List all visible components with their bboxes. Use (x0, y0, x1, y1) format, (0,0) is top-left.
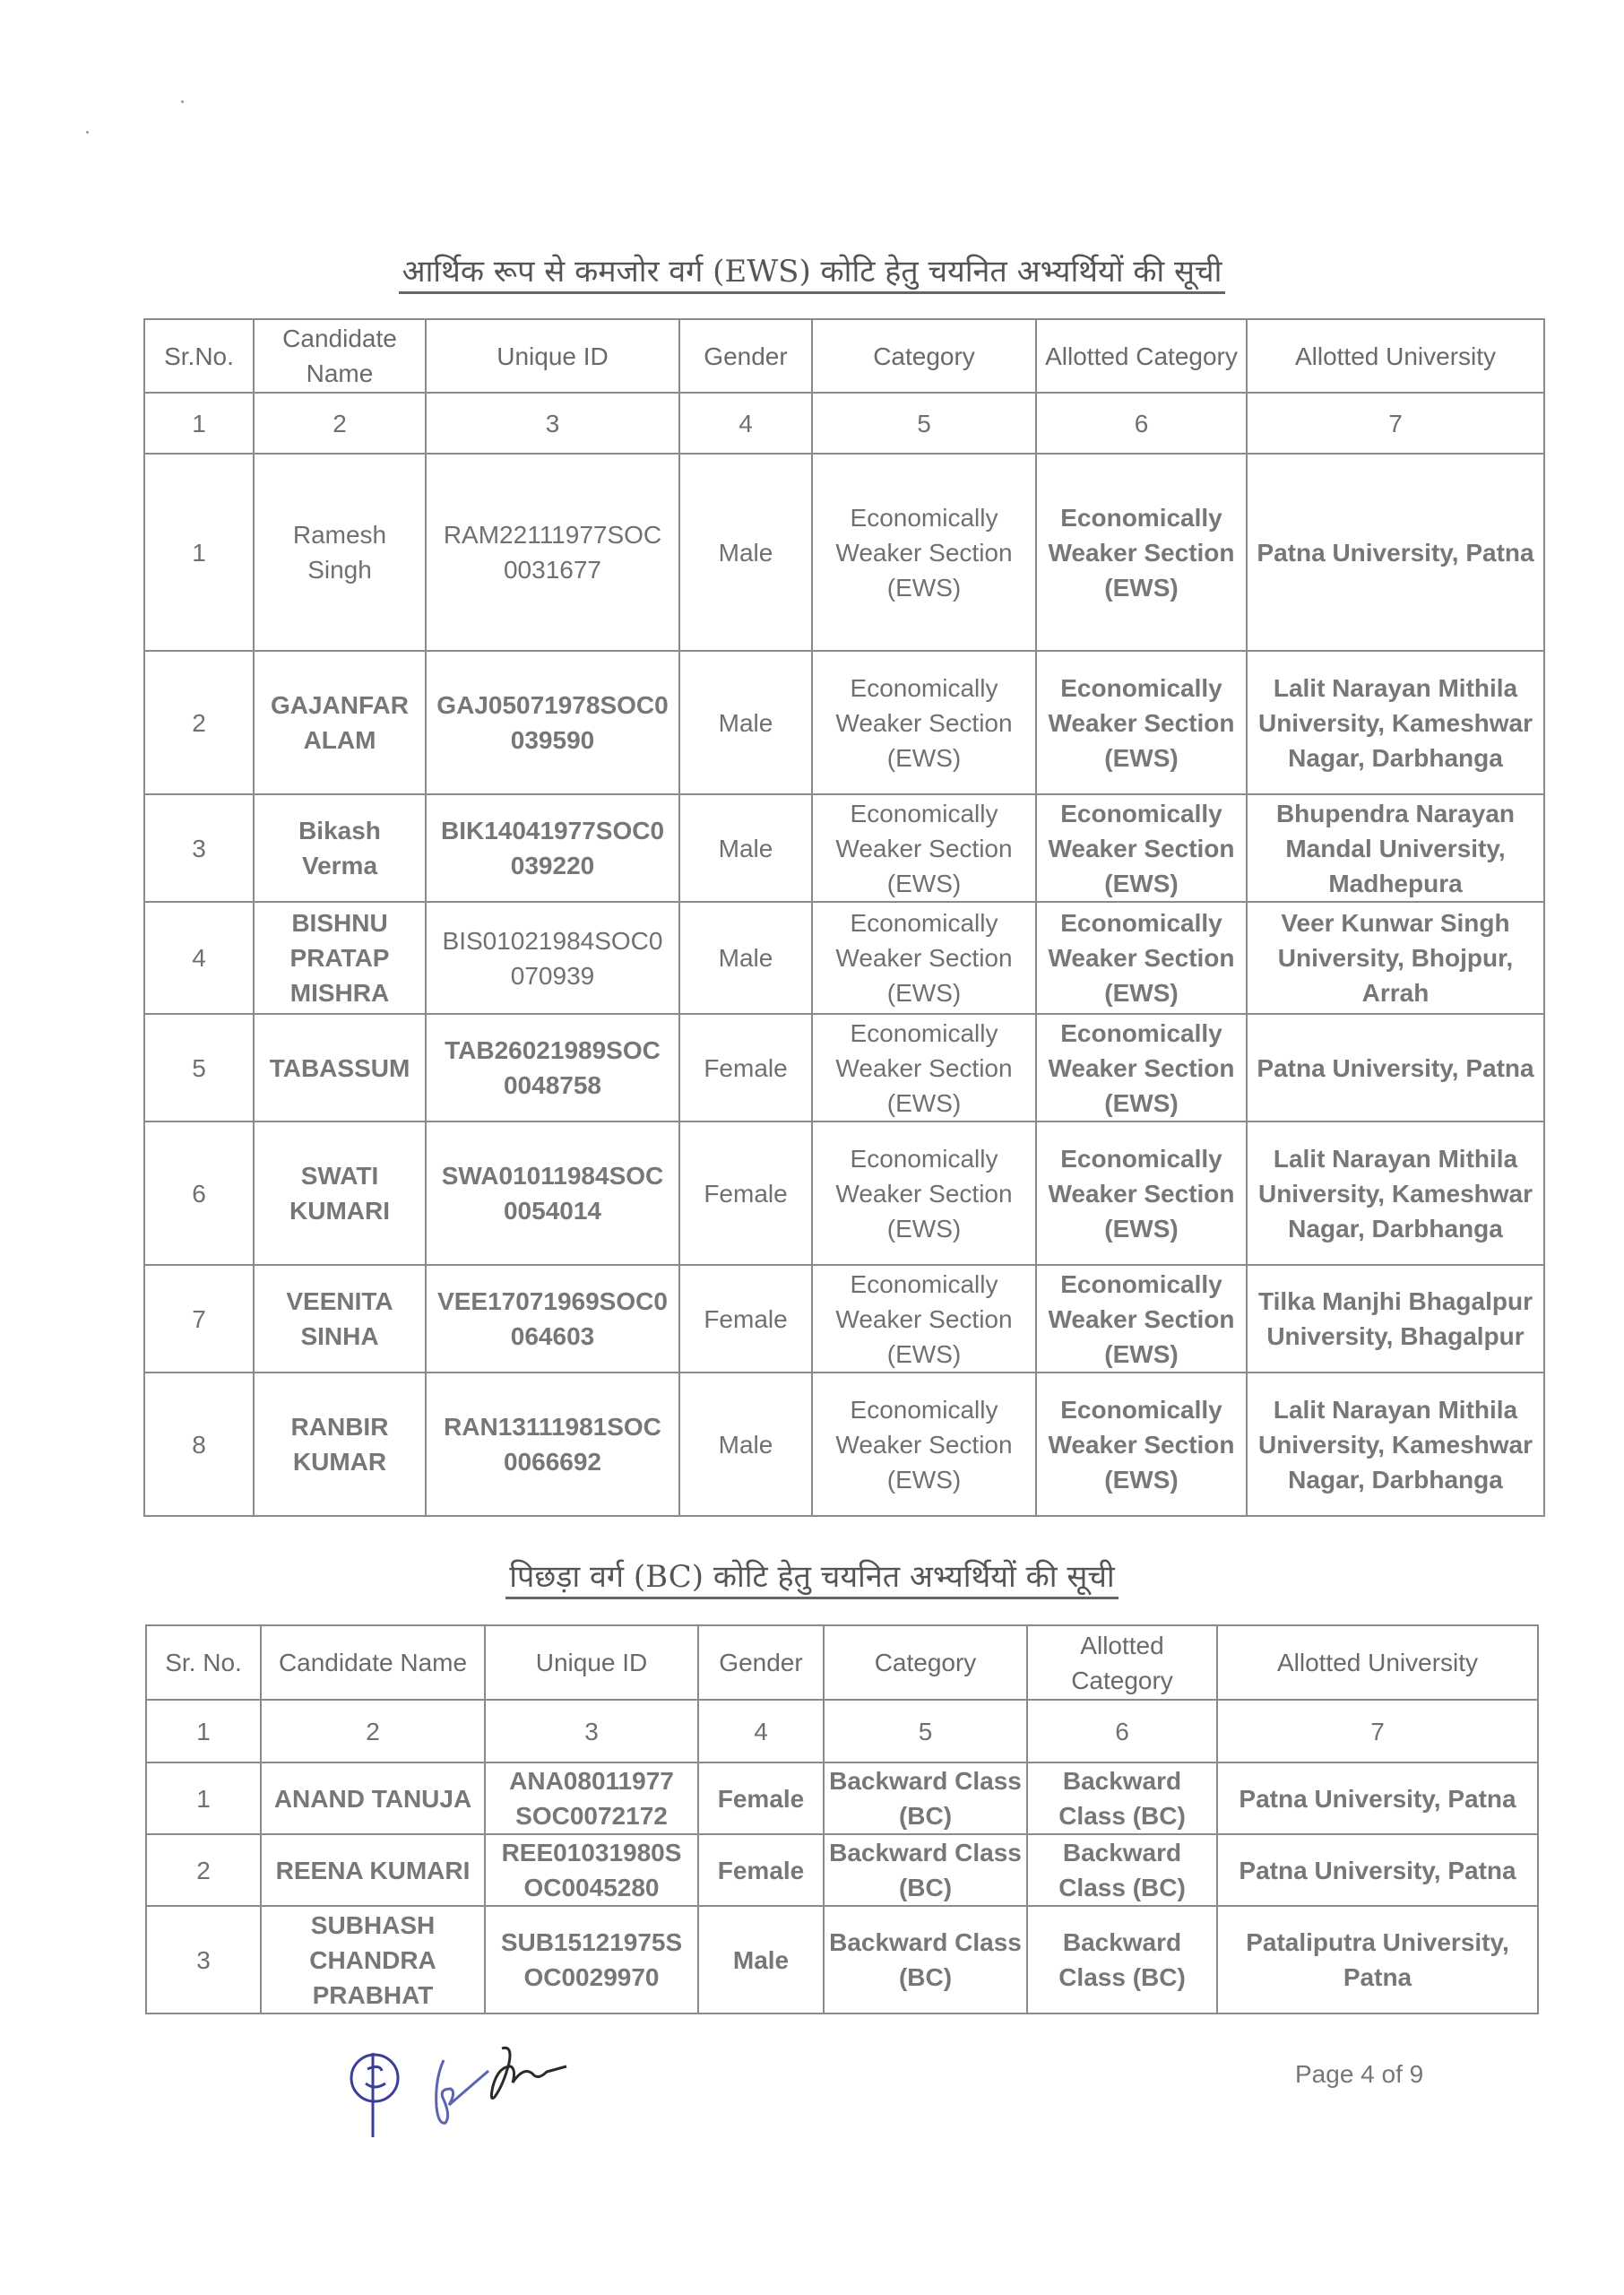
header-allotted-university: Allotted University (1247, 319, 1544, 393)
unique-id: GAJ05071978SOC0 039590 (426, 651, 679, 794)
header-candidate-name: Candidate Name (261, 1625, 485, 1700)
ews-candidates-table (143, 318, 1545, 1517)
table-row (146, 1906, 1538, 2014)
column-number: 5 (812, 393, 1036, 454)
header-category: Category (812, 319, 1036, 393)
header-unique-id: Unique ID (426, 319, 679, 393)
unique-id: BIK14041977SOC0 039220 (426, 794, 679, 902)
gender: Male (679, 1373, 812, 1516)
allotted-university: Veer Kunwar Singh University, Bhojpur, Arrah (1247, 902, 1544, 1014)
allotted-university: Lalit Narayan Mithila University, Kameshwar Nagar, Darbhanga (1247, 1373, 1544, 1516)
candidate-name: REENA KUMARI (261, 1834, 485, 1906)
sr-no: 3 (146, 1906, 261, 2014)
candidate-name: TABASSUM (254, 1014, 426, 1122)
column-number: 5 (824, 1700, 1027, 1762)
category: Economically Weaker Section (EWS) (812, 454, 1036, 651)
unique-id: RAN13111981SOC 0066692 (426, 1373, 679, 1516)
column-number: 7 (1247, 393, 1544, 454)
column-number: 3 (485, 1700, 698, 1762)
column-number: 4 (679, 393, 812, 454)
allotted-university: Lalit Narayan Mithila University, Kameshwar Nagar, Darbhanga (1247, 1122, 1544, 1265)
gender: Female (679, 1122, 812, 1265)
header-gender: Gender (698, 1625, 824, 1700)
category: Economically Weaker Section (EWS) (812, 651, 1036, 794)
category: Economically Weaker Section (EWS) (812, 1014, 1036, 1122)
table-row (144, 651, 1544, 794)
candidate-name: SUBHASH CHANDRA PRABHAT (261, 1906, 485, 2014)
allotted-category: Economically Weaker Section (EWS) (1036, 454, 1247, 651)
allotted-university: Pataliputra University, Patna (1217, 1906, 1538, 2014)
allotted-category: Economically Weaker Section (EWS) (1036, 1014, 1247, 1122)
gender: Female (679, 1014, 812, 1122)
column-number: 4 (698, 1700, 824, 1762)
sr-no: 2 (146, 1834, 261, 1906)
allotted-university: Lalit Narayan Mithila University, Kameshwar Nagar, Darbhanga (1247, 651, 1544, 794)
bc-candidates-table (145, 1624, 1539, 2014)
table-row (144, 1265, 1544, 1373)
column-number: 2 (254, 393, 426, 454)
category: Economically Weaker Section (EWS) (812, 1373, 1036, 1516)
unique-id: SUB15121975S OC0029970 (485, 1906, 698, 2014)
scan-speck (86, 131, 89, 134)
unique-id: TAB26021989SOC 0048758 (426, 1014, 679, 1122)
candidate-name: Bikash Verma (254, 794, 426, 902)
gender: Female (679, 1265, 812, 1373)
candidate-name: GAJANFAR ALAM (254, 651, 426, 794)
table-row (144, 902, 1544, 1014)
sr-no: 4 (144, 902, 254, 1014)
allotted-category: Economically Weaker Section (EWS) (1036, 1122, 1247, 1265)
sr-no: 6 (144, 1122, 254, 1265)
sr-no: 1 (144, 454, 254, 651)
allotted-university: Tilka Manjhi Bhagalpur University, Bhagalpur (1247, 1265, 1544, 1373)
bc-section-title: पिछड़ा वर्ग (BC) कोटि हेतु चयनित अभ्यर्थियों की सूची (0, 1555, 1624, 1596)
header-candidate-name: Candidate Name (254, 319, 426, 393)
header-allotted-category: Allotted Category (1027, 1625, 1217, 1700)
category: Backward Class (BC) (824, 1762, 1027, 1834)
allotted-university: Bhupendra Narayan Mandal University, Madhepura (1247, 794, 1544, 902)
sr-no: 3 (144, 794, 254, 902)
header-unique-id: Unique ID (485, 1625, 698, 1700)
unique-id: ANA08011977 SOC0072172 (485, 1762, 698, 1834)
unique-id: SWA01011984SOC 0054014 (426, 1122, 679, 1265)
table-row (144, 794, 1544, 902)
candidate-name: ANAND TANUJA (261, 1762, 485, 1834)
allotted-category: Economically Weaker Section (EWS) (1036, 902, 1247, 1014)
header-sr-no: Sr. No. (146, 1625, 261, 1700)
sr-no: 8 (144, 1373, 254, 1516)
column-number-row (146, 1700, 1538, 1762)
allotted-university: Patna University, Patna (1217, 1834, 1538, 1906)
column-number: 1 (144, 393, 254, 454)
table-row (144, 1122, 1544, 1265)
category: Economically Weaker Section (EWS) (812, 1122, 1036, 1265)
unique-id: RAM22111977SOC 0031677 (426, 454, 679, 651)
sr-no: 7 (144, 1265, 254, 1373)
allotted-university: Patna University, Patna (1247, 1014, 1544, 1122)
candidate-name: BISHNU PRATAP MISHRA (254, 902, 426, 1014)
column-number-row (144, 393, 1544, 454)
gender: Male (698, 1906, 824, 2014)
page-number: Page 4 of 9 (1295, 2060, 1424, 2088)
gender: Male (679, 454, 812, 651)
signature-3 (457, 2040, 583, 2111)
header-allotted-university: Allotted University (1217, 1625, 1538, 1700)
gender: Female (698, 1762, 824, 1834)
allotted-category: Backward Class (BC) (1027, 1906, 1217, 2014)
table-row (144, 1014, 1544, 1122)
column-number: 3 (426, 393, 679, 454)
header-allotted-category: Allotted Category (1036, 319, 1247, 393)
category: Backward Class (BC) (824, 1906, 1027, 2014)
table-header-row (144, 319, 1544, 393)
scan-speck (181, 100, 184, 103)
unique-id: REE01031980S OC0045280 (485, 1834, 698, 1906)
unique-id: VEE17071969SOC0 064603 (426, 1265, 679, 1373)
allotted-category: Economically Weaker Section (EWS) (1036, 1373, 1247, 1516)
gender: Male (679, 794, 812, 902)
sr-no: 2 (144, 651, 254, 794)
column-number: 2 (261, 1700, 485, 1762)
category: Backward Class (BC) (824, 1834, 1027, 1906)
allotted-university: Patna University, Patna (1217, 1762, 1538, 1834)
table-row (144, 454, 1544, 651)
allotted-category: Backward Class (BC) (1027, 1762, 1217, 1834)
header-sr-no: Sr.No. (144, 319, 254, 393)
candidate-name: Ramesh Singh (254, 454, 426, 651)
table-row (146, 1834, 1538, 1906)
candidate-name: RANBIR KUMAR (254, 1373, 426, 1516)
table-row (144, 1373, 1544, 1516)
category: Economically Weaker Section (EWS) (812, 902, 1036, 1014)
table-row (146, 1762, 1538, 1834)
allotted-category: Economically Weaker Section (EWS) (1036, 651, 1247, 794)
header-category: Category (824, 1625, 1027, 1700)
column-number: 6 (1027, 1700, 1217, 1762)
allotted-category: Economically Weaker Section (EWS) (1036, 794, 1247, 902)
gender: Female (698, 1834, 824, 1906)
column-number: 6 (1036, 393, 1247, 454)
unique-id: BIS01021984SOC0 070939 (426, 902, 679, 1014)
column-number: 1 (146, 1700, 261, 1762)
gender: Male (679, 902, 812, 1014)
category: Economically Weaker Section (EWS) (812, 794, 1036, 902)
gender: Male (679, 651, 812, 794)
allotted-category: Economically Weaker Section (EWS) (1036, 1265, 1247, 1373)
column-number: 7 (1217, 1700, 1538, 1762)
category: Economically Weaker Section (EWS) (812, 1265, 1036, 1373)
header-gender: Gender (679, 319, 812, 393)
sr-no: 1 (146, 1762, 261, 1834)
table-header-row (146, 1625, 1538, 1700)
sr-no: 5 (144, 1014, 254, 1122)
allotted-university: Patna University, Patna (1247, 454, 1544, 651)
ews-section-title: आर्थिक रूप से कमजोर वर्ग (EWS) कोटि हेतु चयनित अभ्यर्थियों की सूची (0, 249, 1624, 290)
candidate-name: SWATI KUMARI (254, 1122, 426, 1265)
allotted-category: Backward Class (BC) (1027, 1834, 1217, 1906)
candidate-name: VEENITA SINHA (254, 1265, 426, 1373)
